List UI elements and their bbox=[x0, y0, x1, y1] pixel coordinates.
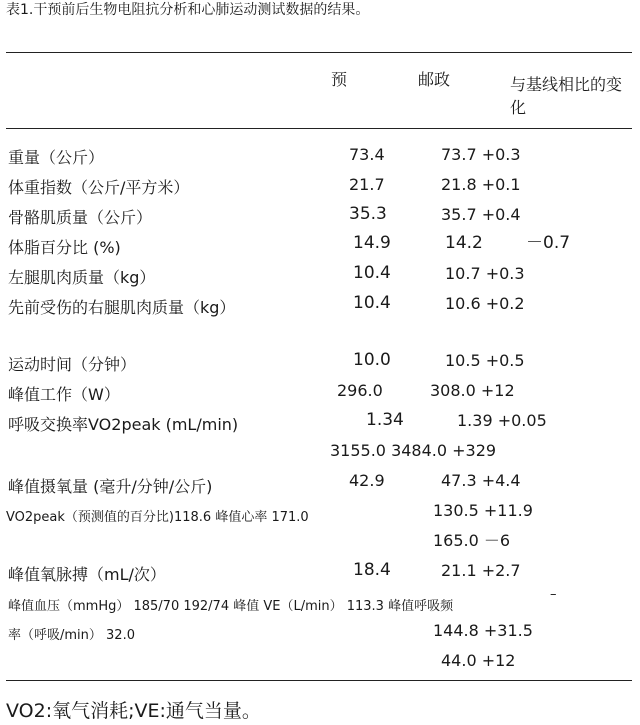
row-post: 21.1 +2.7 bbox=[441, 561, 521, 580]
row-pre: 14.9 bbox=[353, 233, 391, 253]
row-pre: 73.4 bbox=[349, 145, 385, 164]
bottom-rule bbox=[6, 680, 632, 681]
row-label: 体重指数（公斤/平方米） bbox=[8, 178, 190, 197]
row-values-line: 3155.0 3484.0 +329 bbox=[330, 441, 497, 460]
row-post: 10.6 +0.2 bbox=[445, 294, 525, 313]
row-post: 10.5 +0.5 bbox=[445, 351, 525, 370]
top-rule bbox=[6, 52, 632, 53]
row-post: 21.8 +0.1 bbox=[441, 175, 521, 194]
row-post: 47.3 +4.4 bbox=[441, 471, 521, 490]
row-pre: 18.4 bbox=[353, 560, 391, 580]
row-pre: 42.9 bbox=[349, 471, 385, 490]
header-change: 与基线相比的变 bbox=[510, 75, 623, 94]
row-label: 左腿肌肉质量（kg） bbox=[8, 268, 156, 287]
row-label: 重量（公斤） bbox=[8, 148, 105, 167]
table-footnote: VO2:氧气消耗;VE:通气当量。 bbox=[6, 700, 261, 722]
row-post: 35.7 +0.4 bbox=[441, 205, 521, 224]
row-pre: 10.4 bbox=[353, 293, 391, 313]
row-run-in-line: VO2peak（预测值的百分比)118.6 峰值心率 171.0 bbox=[6, 510, 309, 525]
row-pre: 35.3 bbox=[349, 204, 387, 224]
row-post: 130.5 +11.9 bbox=[433, 501, 533, 520]
row-pre: 10.0 bbox=[353, 350, 391, 370]
row-post: 14.2 bbox=[445, 233, 483, 253]
row-label: 骨骼肌质量（公斤） bbox=[8, 208, 153, 227]
row-label: 呼吸交换率VO2peak (mL/min) bbox=[8, 415, 239, 434]
row-label: 运动时间（分钟） bbox=[8, 355, 137, 374]
row-pre: 1.34 bbox=[366, 410, 404, 430]
header-rule bbox=[6, 128, 632, 129]
row-post: 44.0 +12 bbox=[441, 651, 516, 670]
row-run-in-line: 峰值血压（mmHg） 185/70 192/74 峰值 VE（L/min） 113.3 峰值呼吸频 bbox=[8, 599, 454, 614]
row-post: 144.8 +31.5 bbox=[433, 621, 533, 640]
row-post: 10.7 +0.3 bbox=[445, 264, 525, 283]
row-label: 体脂百分比 (%) bbox=[8, 238, 121, 257]
row-label: 峰值摄氧量 (毫升/分钟/公斤) bbox=[8, 477, 213, 496]
row-pre: 296.0 bbox=[337, 381, 383, 400]
row-change-dash: – bbox=[550, 587, 557, 602]
row-pre: 10.4 bbox=[353, 263, 391, 283]
row-pre: 21.7 bbox=[349, 175, 385, 194]
row-run-in-line: 率（呼吸/min） 32.0 bbox=[8, 628, 135, 643]
row-post: 165.0 －6 bbox=[433, 531, 511, 550]
row-post: 1.39 +0.05 bbox=[457, 411, 547, 430]
table-caption: 表1.干预前后生物电阻抗分析和心肺运动测试数据的结果。 bbox=[6, 2, 370, 18]
row-post: 308.0 +12 bbox=[430, 381, 515, 400]
header-pre: 预 bbox=[331, 70, 348, 89]
header-change-line2: 化 bbox=[510, 98, 527, 117]
header-post: 邮政 bbox=[418, 70, 451, 89]
row-post: 73.7 +0.3 bbox=[441, 145, 521, 164]
row-change: －0.7 bbox=[526, 233, 571, 253]
row-label: 峰值工作（W） bbox=[8, 385, 120, 404]
row-label: 先前受伤的右腿肌肉质量（kg） bbox=[8, 298, 236, 317]
row-label: 峰值氧脉搏（mL/次） bbox=[8, 565, 166, 584]
